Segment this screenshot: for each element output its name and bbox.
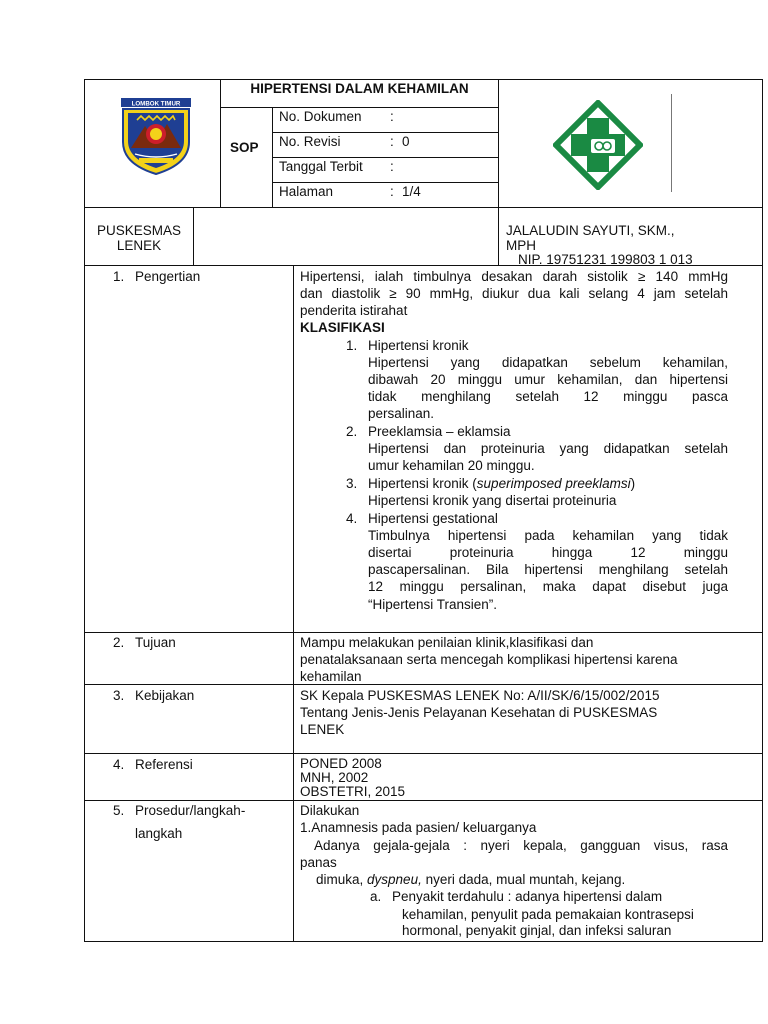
klasifikasi-item-desc: pascapersalinan. Bila hipertensi menghilang setelah (368, 562, 728, 577)
klasifikasi-item-desc: “Hipertensi Transien”. (368, 597, 498, 612)
signer-nip: NIP. 19751231 199803 1 013 (518, 252, 693, 267)
section-label-kebijakan: 3. Kebijakan (113, 688, 195, 703)
section-label-tujuan: 2. Tujuan (113, 635, 176, 650)
klasifikasi-item-desc: persalinan. (368, 406, 435, 421)
sop-label: SOP (230, 140, 259, 155)
tujuan-line: Mampu melakukan penilaian klinik,klasifikasi dan (300, 635, 594, 650)
svg-text:LOMBOK TIMUR: LOMBOK TIMUR (131, 100, 181, 108)
prosedur-line: Dilakukan (300, 803, 360, 818)
org-name-line1: PUSKESMAS (96, 223, 182, 238)
prosedur-sub-line: kehamilan, penyulit pada pemakaian kontrasepsi (402, 907, 694, 922)
klasifikasi-item-desc: Hipertensi kronik yang disertai proteinuria (368, 493, 617, 508)
klasifikasi-item-title: 1. Hipertensi kronik (346, 338, 469, 353)
signer-name-line1: JALALUDIN SAYUTI, SKM., (506, 223, 675, 238)
prosedur-line: panas (300, 855, 337, 870)
klasifikasi-item-title: 2. Preeklamsia – eklamsia (346, 424, 511, 439)
prosedur-sub-line: hormonal, penyakit ginjal, dan infeksi saluran (402, 923, 672, 938)
section-label-prosedur-cont: langkah (135, 826, 183, 841)
klasifikasi-item-desc: Hipertensi dan proteinuria yang didapatkan setelah (368, 441, 728, 456)
klasifikasi-item-desc: umur kehamilan 20 minggu. (368, 458, 535, 473)
org-name-line2: LENEK (116, 238, 162, 253)
referensi-line: OBSTETRI, 2015 (300, 784, 406, 799)
klasifikasi-item-desc: dibawah 20 minggu umur kehamilan, dan hipertensi (368, 372, 728, 387)
klasifikasi-heading: KLASIFIKASI (300, 320, 385, 335)
signer-name-line2: MPH (506, 238, 536, 253)
klasifikasi-item-desc: 12 minggu persalinan, maka dapat disebut juga (368, 579, 728, 594)
document-title: HIPERTENSI DALAM KEHAMILAN (250, 81, 469, 96)
puskesmas-logo-icon (553, 100, 643, 190)
prosedur-line: dimuka, dyspneu, nyeri dada, mual muntah, kejang. (316, 872, 626, 887)
klasifikasi-item-desc: Timbulnya hipertensi pada kehamilan yang tidak (368, 528, 728, 543)
pengertian-intro-line: dan diastolik ≥ 90 mmHg, diukur dua kali selang 4 jam setelah (300, 286, 728, 301)
referensi-line: PONED 2008 (300, 756, 382, 771)
kebijakan-line: LENEK (300, 722, 345, 737)
klasifikasi-item-desc: tidak menghilang setelah 12 minggu pasca (368, 389, 728, 404)
tujuan-line: kehamilan (300, 669, 362, 684)
klasifikasi-item-title: 3. Hipertensi kronik (superimposed preeklamsi) (346, 476, 636, 491)
klasifikasi-item-title: 4. Hipertensi gestational (346, 511, 498, 526)
prosedur-line: 1.Anamnesis pada pasien/ keluarganya (300, 820, 537, 835)
lombok-timur-emblem-icon (117, 96, 195, 176)
kebijakan-line: SK Kepala PUSKESMAS LENEK No: A/II/SK/6/15/002/2015 (300, 688, 660, 703)
prosedur-sub-item: a. Penyakit terdahulu : adanya hipertensi dalam (370, 889, 663, 904)
section-label-pengertian: 1. Pengertian (113, 269, 201, 284)
referensi-line: MNH, 2002 (300, 770, 369, 785)
kebijakan-line: Tentang Jenis-Jenis Pelayanan Kesehatan di PUSKESMAS (300, 705, 658, 720)
klasifikasi-item-desc: disertai proteinuria hingga 12 minggu (368, 545, 728, 560)
pengertian-intro-line: Hipertensi, ialah timbulnya desakan darah sistolik ≥ 140 mmHg (300, 269, 728, 284)
pengertian-intro-line: penderita istirahat (300, 303, 408, 318)
logo-divider (671, 94, 672, 192)
section-label-prosedur: 5. Prosedur/langkah- (113, 803, 246, 818)
prosedur-line: Adanya gejala-gejala : nyeri kepala, gangguan visus, rasa (314, 838, 728, 853)
tujuan-line: penatalaksanaan serta mencegah komplikasi hipertensi karena (300, 652, 678, 667)
section-label-referensi: 4. Referensi (113, 757, 193, 772)
klasifikasi-item-desc: Hipertensi yang didapatkan sebelum kehamilan, (368, 355, 728, 370)
